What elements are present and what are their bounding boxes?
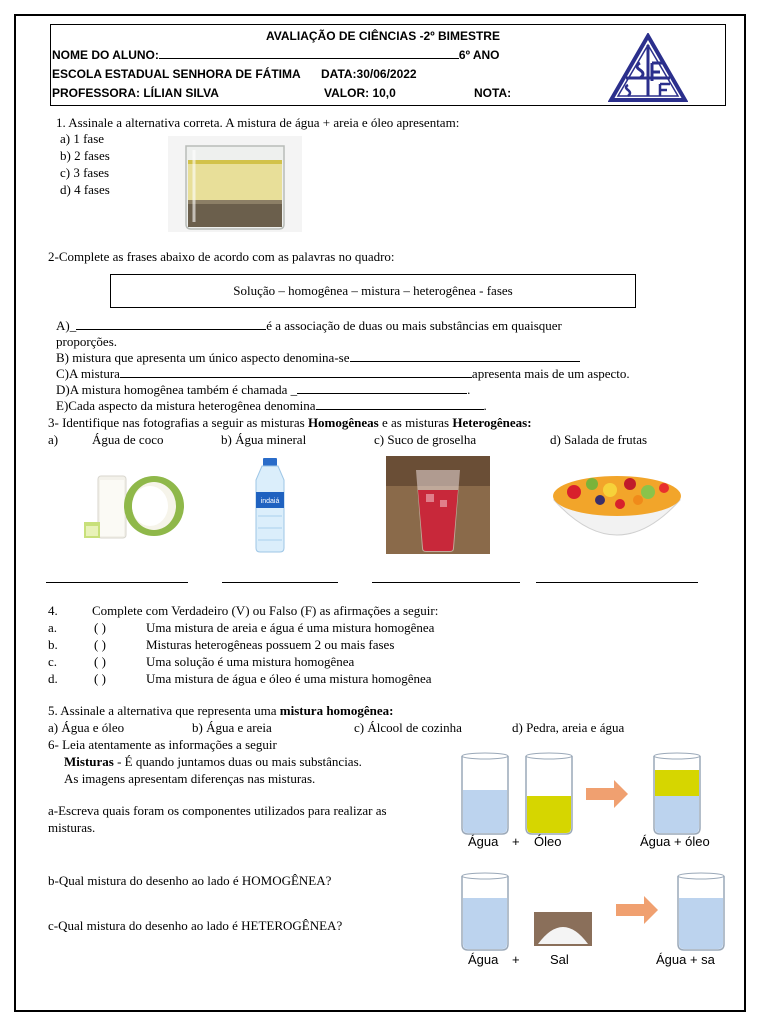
label-plus-2: + [512, 952, 520, 967]
q4-statement-a: Uma mistura de areia e água é uma mistura homogênea [146, 620, 435, 635]
mineral-water-photo [214, 456, 326, 554]
groselha-juice-photo [386, 456, 490, 554]
q1-text: 1. Assinale a alternativa correta. A mistura de água + areia e óleo apresentam: [56, 115, 460, 130]
q5-option-c[interactable]: c) Álcool de cozinha [354, 720, 462, 735]
label-agua-sal: Água + sa [656, 952, 715, 967]
label-plus-1: + [512, 834, 520, 849]
q6-text: 6- Leia atentamente as informações a seguir [48, 737, 277, 752]
q3-a-label: a) [48, 432, 59, 447]
q2-item-b: B) mistura que apresenta um único aspecto denomina-se [56, 349, 580, 366]
salt-pile-icon [534, 912, 592, 946]
exam-title: AVALIAÇÃO DE CIÊNCIAS -2º BIMESTRE [266, 29, 500, 43]
answer-line-a[interactable] [46, 582, 188, 583]
q2-text: 2-Complete as frases abaixo de acordo com as palavras no quadro: [48, 249, 395, 264]
word-bank: Solução – homogênea – mistura – heterogênea - fases [110, 274, 636, 308]
q2-item-c: C)A mistura apresenta mais de um aspecto. [56, 366, 630, 381]
q2-item-d: D)A mistura homogênea também é chamada _ . [56, 382, 471, 397]
glass-water-oil-icon [654, 753, 700, 834]
answer-line-d[interactable] [536, 582, 698, 583]
label-agua-oleo: Água + óleo [640, 834, 710, 849]
exam-value: VALOR: 10,0 [324, 86, 396, 100]
label-agua-1: Água [468, 834, 499, 849]
q3-item-b: b) Água mineral [221, 432, 307, 447]
q4-paren-a[interactable]: ( ) [94, 620, 106, 635]
q4-statement-d: Uma mistura de água e óleo é uma mistura homogênea [146, 671, 432, 686]
arrow-icon [586, 780, 628, 808]
student-name-label: NOME DO ALUNO: 6º ANO [52, 48, 500, 62]
q6-item-c: c-Qual mistura do desenho ao lado é HETEROGÊNEA? [48, 918, 343, 933]
q4-text: Complete com Verdadeiro (V) ou Falso (F) as afirmações a seguir: [92, 603, 439, 618]
glass-salt-water-icon [678, 873, 724, 950]
q6-definition: Misturas - É quando juntamos duas ou mais substâncias. [64, 754, 362, 769]
q4-statement-c: Uma solução é uma mistura homogênea [146, 654, 355, 669]
q6-item-b: b-Qual mistura do desenho ao lado é HOMOGÊNEA? [48, 873, 332, 888]
q4-letter-c: c. [48, 654, 58, 669]
mixture-diagram-water-salt [456, 872, 726, 954]
q5-option-a[interactable]: a) Água e óleo [48, 720, 125, 735]
grade: 6º ANO [458, 48, 500, 62]
fruit-salad-photo [544, 460, 690, 546]
q2-item-a-cont: proporções. [56, 334, 118, 349]
q4-number: 4. [48, 603, 58, 618]
school-logo-icon [608, 33, 688, 103]
q3-item-d: d) Salada de frutas [550, 432, 648, 447]
q4-paren-d[interactable]: ( ) [94, 671, 106, 686]
q4-paren-b[interactable]: ( ) [94, 637, 106, 652]
q6-item-a: a-Escreva quais foram os componentes utilizados para realizar as [48, 803, 387, 818]
label-sal: Sal [550, 952, 569, 967]
school-name: ESCOLA ESTADUAL SENHORA DE FÁTIMA [52, 67, 301, 81]
glass-oil-icon [526, 753, 572, 834]
q3-item-a: Água de coco [92, 432, 164, 447]
label-agua-2: Água [468, 952, 499, 967]
exam-page [14, 14, 746, 1012]
q2-item-e: E)Cada aspecto da mistura heterogênea denomina . [56, 398, 487, 413]
q6-item-a-cont: misturas. [48, 820, 96, 835]
glass-water-icon [462, 753, 508, 834]
teacher-name: PROFESSORA: LÍLIAN SILVA [52, 86, 219, 100]
q4-letter-b: b. [48, 637, 58, 652]
arrow-2-icon [616, 896, 658, 924]
q5-option-b[interactable]: b) Água e areia [192, 720, 272, 735]
glass-water-2-icon [462, 873, 508, 950]
q1-option-b[interactable]: b) 2 fases [60, 148, 110, 163]
q3-text: 3- Identifique nas fotografias a seguir as misturas Homogêneas e as misturas Heterogêneas: [48, 415, 532, 430]
q2-item-a: A)_ é a associação de duas ou mais substâncias em quaisquer [56, 318, 562, 333]
coconut-water-photo [76, 456, 186, 554]
answer-line-c[interactable] [372, 582, 520, 583]
q4-letter-a: a. [48, 620, 58, 635]
answer-line-b[interactable] [222, 582, 338, 583]
q6-line2: As imagens apresentam diferenças nas misturas. [64, 771, 316, 786]
q5-text: 5. Assinale a alternativa que representa uma mistura homogênea: [48, 703, 394, 718]
q4-statement-b: Misturas heterogêneas possuem 2 ou mais fases [146, 637, 395, 652]
q1-option-a[interactable]: a) 1 fase [60, 131, 105, 146]
mixture-diagram-water-oil [456, 750, 726, 840]
label-oleo: Óleo [534, 834, 562, 849]
q1-option-c[interactable]: c) 3 fases [60, 165, 110, 180]
q1-option-d[interactable]: d) 4 fases [60, 182, 110, 197]
q5-option-d[interactable]: d) Pedra, areia e água [512, 720, 625, 735]
q3-item-c: c) Suco de groselha [374, 432, 477, 447]
grade-field-label: NOTA: [474, 86, 512, 100]
exam-date: DATA:30/06/2022 [321, 67, 417, 81]
q4-letter-d: d. [48, 671, 58, 686]
bottle-label: indaiá [260, 498, 280, 505]
beaker-photo [168, 136, 302, 232]
q4-paren-c[interactable]: ( ) [94, 654, 106, 669]
